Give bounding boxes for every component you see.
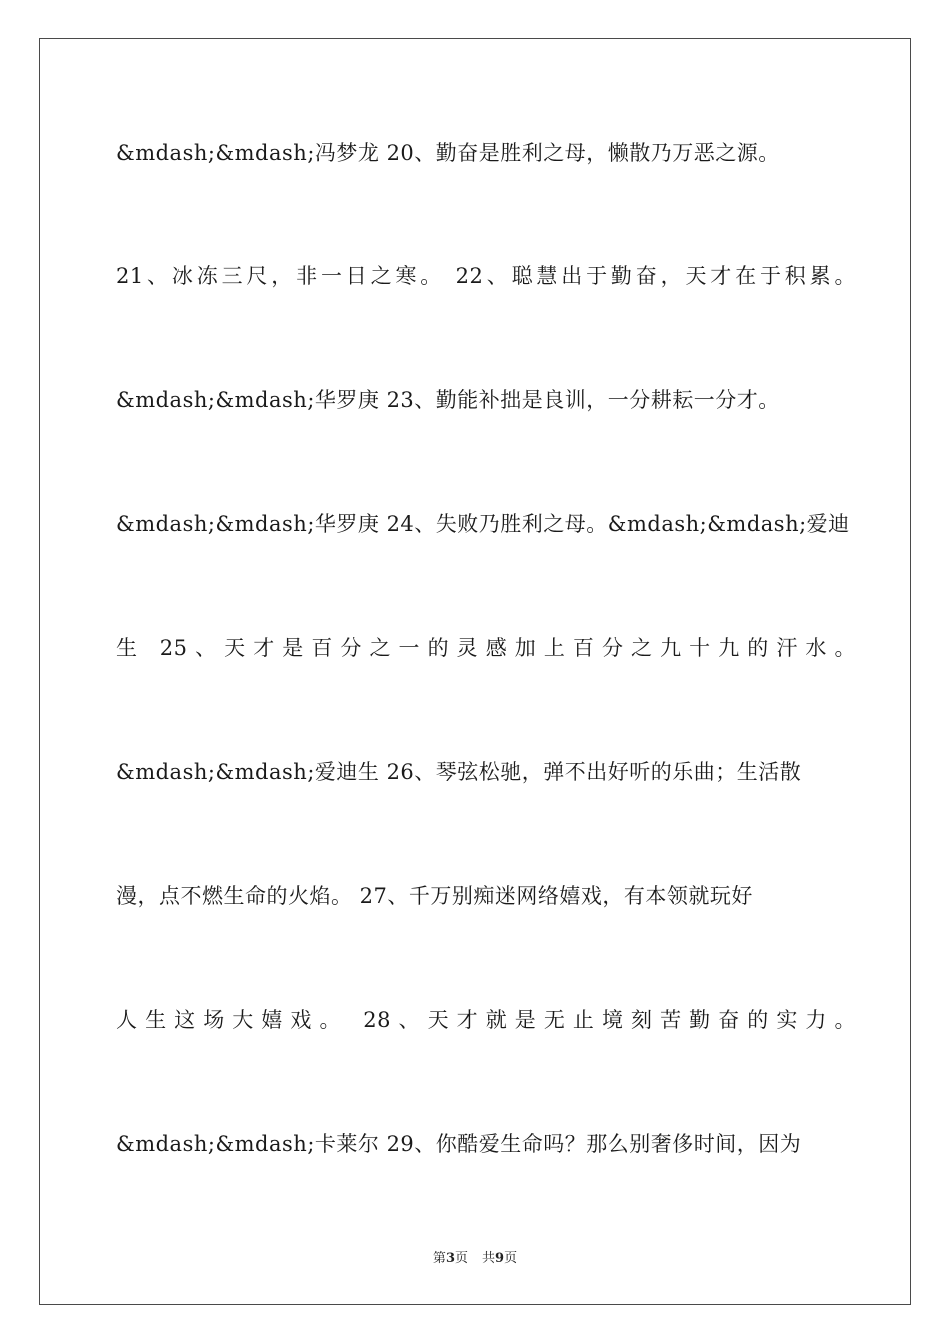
text-line-6: &mdash;&mdash;爱迪生 26、琴弦松驰，弹不出好听的乐曲；生活散 bbox=[116, 760, 802, 784]
footer-total-prefix: 共 bbox=[482, 1251, 496, 1266]
footer-page-suffix: 页 bbox=[454, 1251, 468, 1266]
text-line-3: &mdash;&mdash;华罗庚 23、勤能补拙是良训，一分耕耘一分才。 bbox=[116, 388, 780, 412]
text-line-5: 生 25、天才是百分之一的灵感加上百分之九十九的汗水。 bbox=[116, 636, 856, 660]
text-line-9: &mdash;&mdash;卡莱尔 29、你酷爱生命吗？那么别奢侈时间，因为 bbox=[116, 1132, 802, 1156]
footer-page-current: 3 bbox=[445, 1251, 455, 1266]
text-line-7: 漫，点不燃生命的火焰。 27、千万别痴迷网络嬉戏，有本领就玩好 bbox=[116, 884, 753, 908]
text-line-2: 21、冰冻三尺，非一日之寒。 22、聪慧出于勤奋，天才在于积累。 bbox=[116, 264, 856, 288]
footer-total-suffix: 页 bbox=[504, 1251, 518, 1266]
footer-page-prefix: 第 bbox=[432, 1251, 446, 1266]
page-footer bbox=[0, 1247, 950, 1266]
text-line-8: 人生这场大嬉戏。 28、天才就是无止境刻苦勤奋的实力。 bbox=[116, 1008, 856, 1032]
page-border bbox=[39, 38, 911, 1305]
text-line-1: &mdash;&mdash;冯梦龙 20、勤奋是胜利之母，懒散乃万恶之源。 bbox=[116, 141, 780, 165]
text-line-4: &mdash;&mdash;华罗庚 24、失败乃胜利之母。&mdash;&mdash;爱迪 bbox=[116, 512, 850, 536]
footer-page-total: 9 bbox=[495, 1251, 505, 1266]
